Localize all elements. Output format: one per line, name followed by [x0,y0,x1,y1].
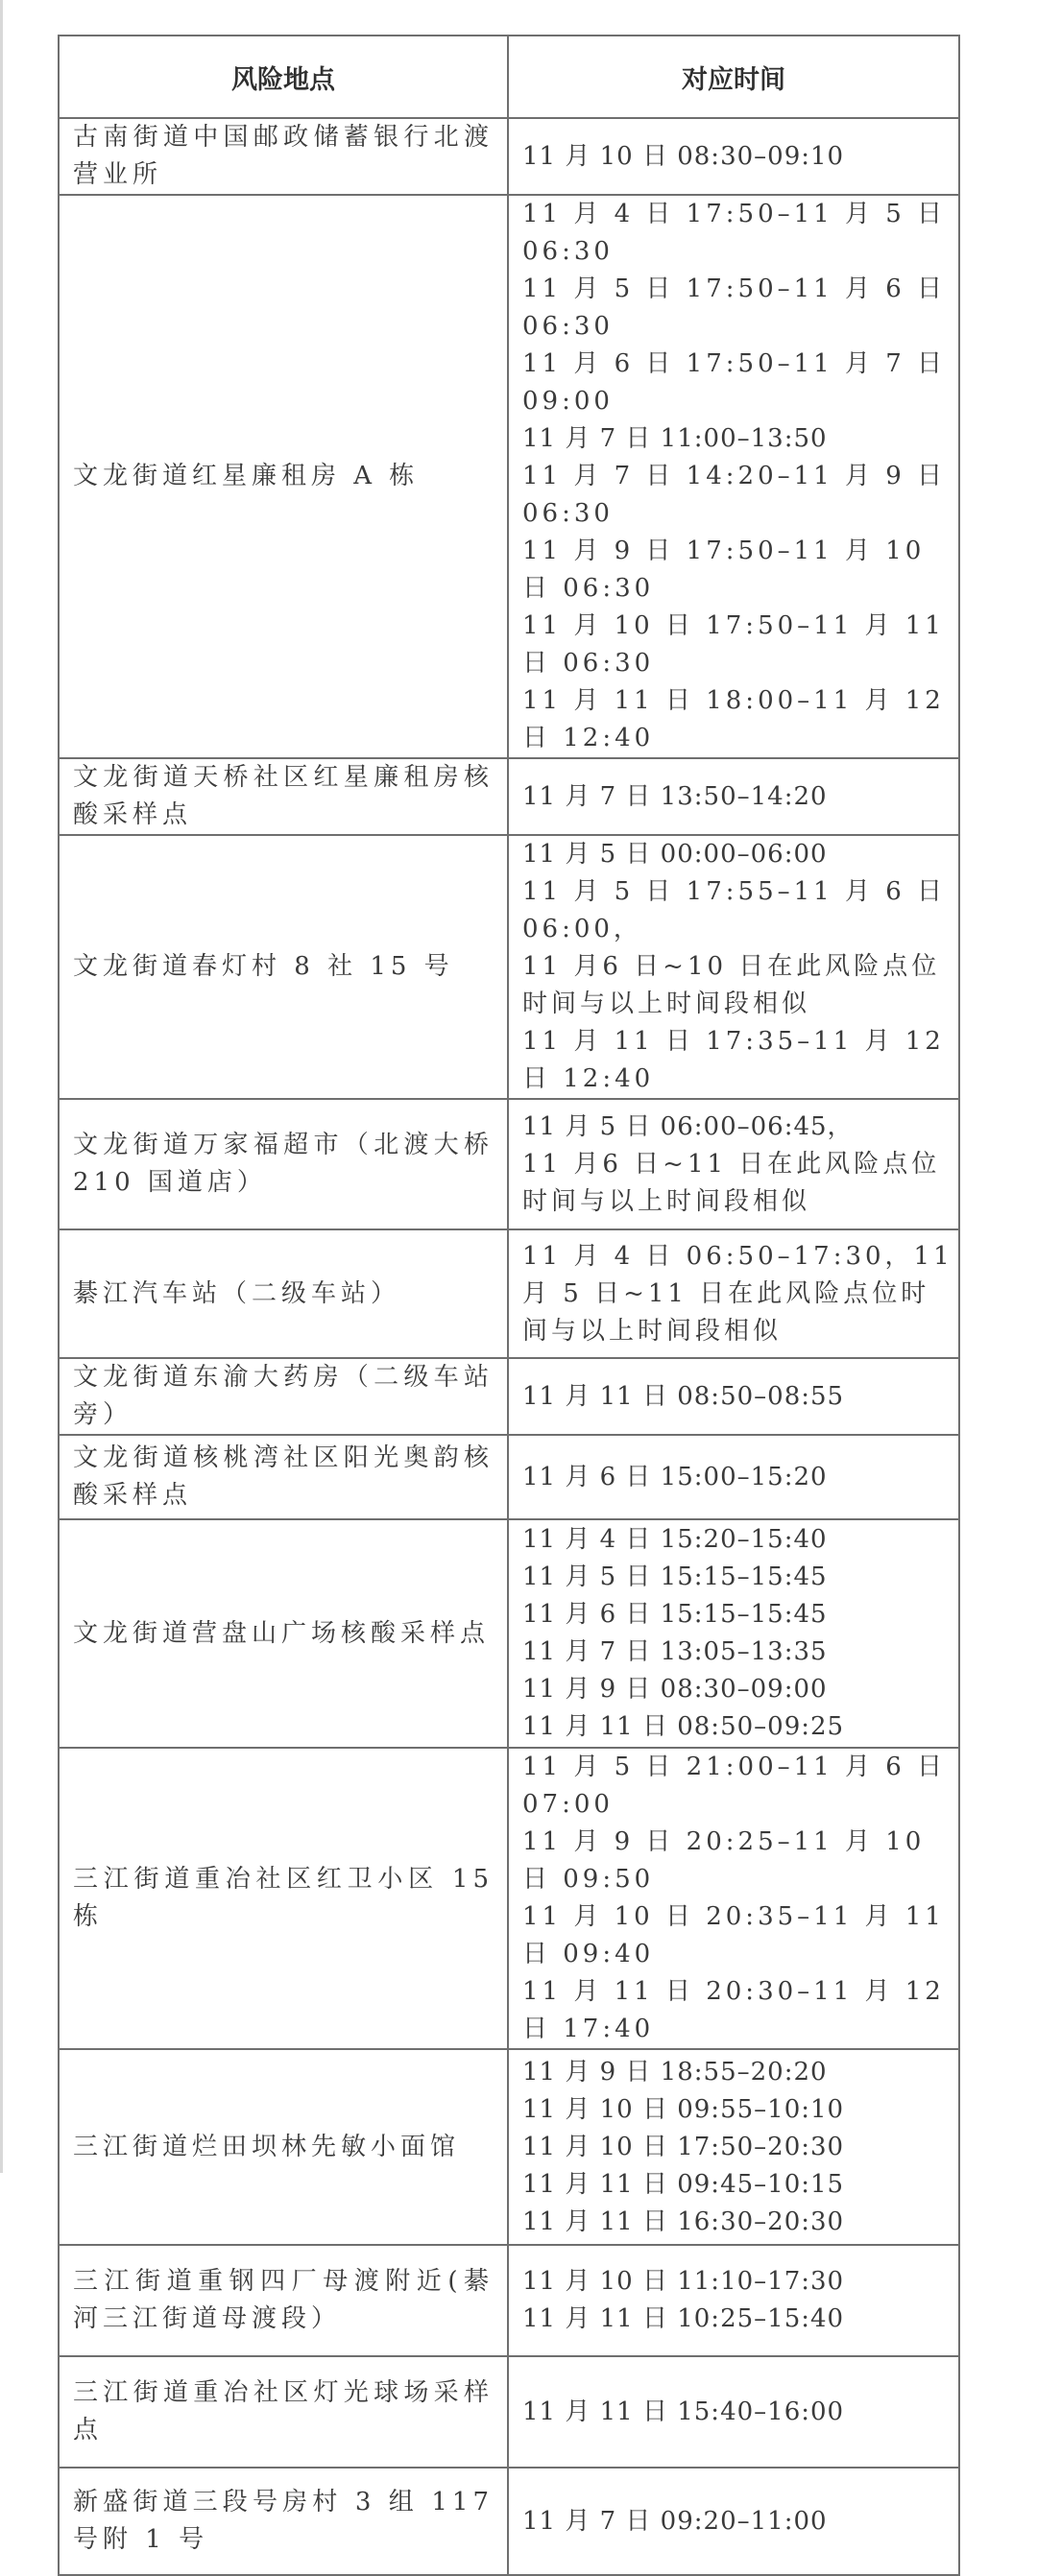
table-row [59,2245,959,2356]
table-row [59,1519,959,1748]
location-text: 文龙街道红星廉租房 A 栋 [73,462,420,490]
time-entry: 11 月 7 日 11:00–13:50 [522,424,828,453]
location-text: 文龙街道东渝大药房（二级车站旁） [73,1363,494,1429]
table-row [59,2356,959,2468]
left-edge-shadow [0,0,3,2173]
time-entry: 11 月 5 日 15:15–15:45 [522,1562,828,1591]
time-cell [508,2245,959,2356]
location-cell [59,758,508,835]
time-cell [508,1435,959,1519]
location-cell [59,835,508,1099]
time-entry: 11 月6 日~10 日在此风险点位时间与以上时间段相似 [522,952,941,1018]
time-entry: 11 月6 日~11 日在此风险点位时间与以上时间段相似 [522,1149,941,1216]
location-text: 古南街道中国邮政储蓄银行北渡营业所 [73,123,494,189]
time-cell [508,1099,959,1229]
time-cell [508,1229,959,1358]
time-cell [508,118,959,195]
time-entry: 11 月 7 日 13:50–14:20 [522,781,828,811]
time-entry: 11 月 7 日 13:05–13:35 [522,1637,828,1666]
time-cell [508,758,959,835]
time-entry: 11 月 10 日 09:55–10:10 [522,2094,845,2124]
time-entry: 11 月 10 日 08:30–09:10 [522,141,845,171]
location-cell [59,1099,508,1229]
time-entry: 11 月 6 日 17:50–11 月 7 日 09:00 [522,349,947,416]
location-cell [59,118,508,195]
table-row [59,1229,959,1358]
location-cell [59,195,508,758]
time-entry: 11 月 4 日 17:50–11 月 5 日 06:30 [522,200,947,266]
location-text: 文龙街道营盘山广场核酸采样点 [73,1618,491,1648]
time-entry: 11 月 10 日 17:50–20:30 [522,2132,845,2161]
table-row [59,835,959,1099]
location-cell [59,2245,508,2356]
table-row [59,1099,959,1229]
table-row [59,2049,959,2245]
table-row [59,1748,959,2049]
location-text: 文龙街道核桃湾社区阳光奥韵核酸采样点 [73,1443,494,1510]
table-row [59,1358,959,1435]
table-body [59,118,959,2575]
location-cell [59,1229,508,1358]
location-text: 三江街道重钢四厂母渡附近(綦河三江街道母渡段） [73,2267,494,2333]
table-row [59,118,959,195]
time-cell [508,195,959,758]
time-cell [508,2356,959,2468]
risk-location-table [58,35,960,2576]
time-entry: 11 月 5 日 17:55–11 月 6 日 06:00， [522,877,947,943]
time-entry: 11 月 5 日 06:00–06:45， [522,1111,854,1141]
time-cell [508,2468,959,2575]
time-entry: 11 月 9 日 20:25–11 月 10 日 09:50 [522,1827,926,1894]
time-cell [508,1748,959,2049]
location-cell [59,1748,508,2049]
time-entry: 11 月 11 日 17:35–11 月 12 日 12:40 [522,1027,945,1093]
time-entry: 11 月 5 日 21:00–11 月 6 日 07:00 [522,1753,947,1819]
time-entry: 11 月 5 日 17:50–11 月 6 日 06:30 [522,274,947,341]
location-cell [59,2468,508,2575]
time-cell [508,1519,959,1748]
time-entry: 11 月 11 日 16:30–20:30 [522,2206,845,2236]
time-entry: 11 月 7 日 14:20–11 月 9 日 06:30 [522,462,947,528]
time-entry: 11 月 7 日 09:20–11:00 [522,2506,828,2536]
time-entry: 11 月 4 日 15:20–15:40 [522,1525,828,1554]
time-entry: 11 月 10 日 17:50–11 月 11 日 06:30 [522,611,945,678]
time-entry: 11 月 11 日 20:30–11 月 12 日 17:40 [522,1977,945,2043]
time-cell [508,835,959,1099]
location-text: 三江街道重冶社区灯光球场采样点 [73,2378,494,2445]
location-cell [59,2356,508,2468]
time-entry: 11 月 11 日 09:45–10:15 [522,2169,845,2199]
time-entry: 11 月 6 日 15:00–15:20 [522,1462,828,1491]
location-cell [59,1358,508,1435]
location-text: 新盛街道三段号房村 3 组 117 号附 1 号 [73,2488,494,2554]
location-cell [59,1519,508,1748]
time-entry: 11 月 10 日 11:10–17:30 [522,2267,845,2296]
time-entry: 11 月 9 日 17:50–11 月 10 日 06:30 [522,537,926,603]
location-text: 三江街道重冶社区红卫小区 15 栋 [73,1865,494,1931]
location-text: 文龙街道万家福超市（北渡大桥 210 国道店） [73,1131,494,1197]
time-entry: 11 月 11 日 10:25–15:40 [522,2304,845,2333]
time-entry: 11 月 11 日 15:40–16:00 [522,2397,845,2426]
time-entry: 11 月 11 日 18:00–11 月 12 日 12:40 [522,686,945,752]
time-entry: 11 月 4 日 06:50–17:30，11 月 5 日~11 日在此风险点位时间与以上时间段相似 [522,1241,953,1346]
time-entry: 11 月 10 日 20:35–11 月 11 日 09:40 [522,1902,945,1968]
time-entry: 11 月 9 日 18:55–20:20 [522,2057,828,2087]
time-entry: 11 月 6 日 15:15–15:45 [522,1600,828,1629]
table-row [59,195,959,758]
time-cell [508,2049,959,2245]
location-cell [59,1435,508,1519]
header-row [59,36,959,118]
location-cell [59,2049,508,2245]
location-text: 綦江汽车站（二级车站） [73,1278,401,1308]
table-row [59,1435,959,1519]
time-entry: 11 月 5 日 00:00–06:00 [522,840,828,869]
location-text: 文龙街道春灯村 8 社 15 号 [73,952,454,981]
location-text: 文龙街道天桥社区红星廉租房核酸采样点 [73,763,494,829]
location-text: 三江街道烂田坝林先敏小面馆 [73,2132,461,2161]
table-header [59,36,959,118]
time-entry: 11 月 11 日 08:50–09:25 [522,1712,845,1741]
time-entry: 11 月 9 日 08:30–09:00 [522,1675,828,1704]
time-cell [508,1358,959,1435]
header-time: 对应时间 [508,36,959,118]
table-row [59,758,959,835]
table-row [59,2468,959,2575]
time-entry: 11 月 11 日 08:50–08:55 [522,1381,845,1411]
header-location: 风险地点 [59,36,508,118]
